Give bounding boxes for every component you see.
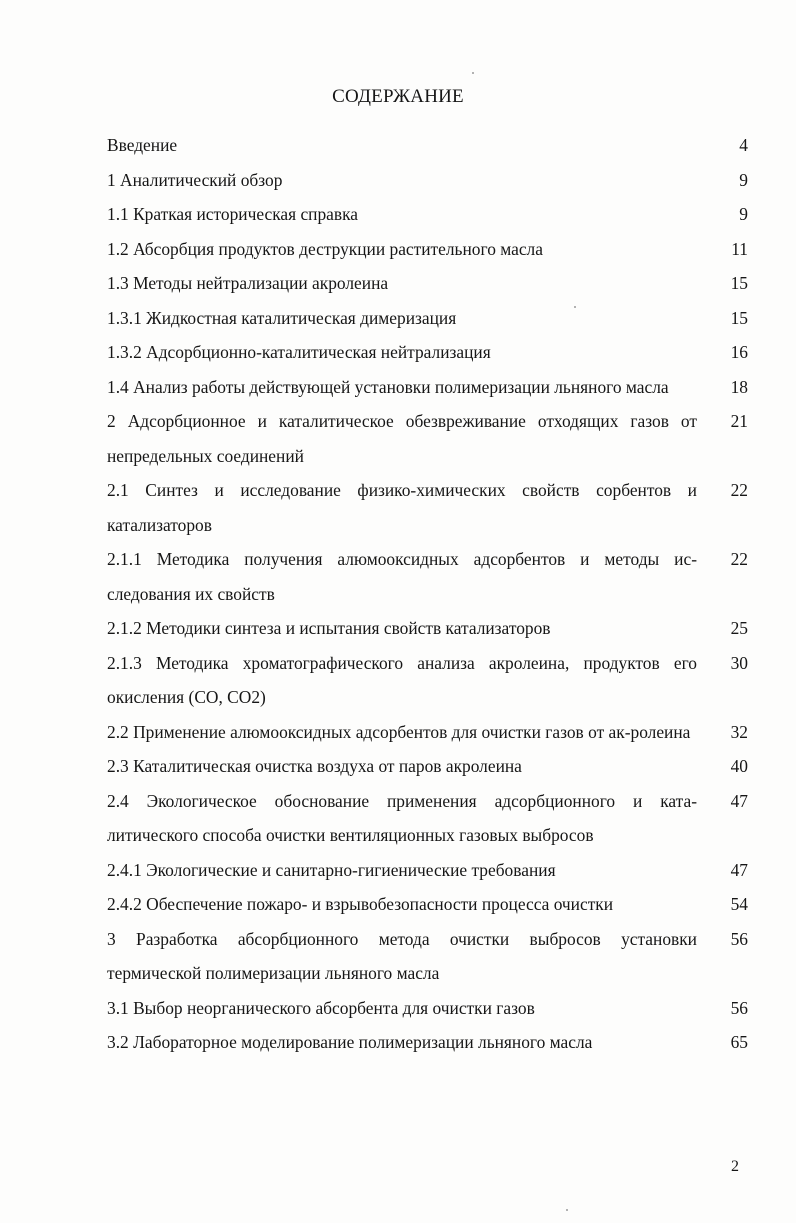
- toc-entry-page: 56: [730, 997, 748, 1018]
- toc-entry-page: 65: [730, 1032, 748, 1052]
- toc-entry: [107, 301, 748, 336]
- scan-speck: [472, 72, 474, 74]
- toc-entry-text: 2.4 Экологическое обоснование применения адсорбционного и ката-литического способа очистки вентиляционных газовых выбросов: [107, 790, 697, 845]
- toc-entry-page: 40: [730, 756, 748, 776]
- toc-entry: [107, 370, 748, 405]
- toc-entry-text: 1.3.1 Жидкостная каталитическая димеризация: [107, 307, 457, 328]
- toc-entry: [107, 335, 748, 370]
- toc-entry-page: 4: [739, 135, 748, 155]
- toc-entry: [107, 542, 748, 611]
- toc-entry-text: 2.3 Каталитическая очистка воздуха от паров акролеина: [107, 756, 522, 776]
- toc-entry-text: 2.1 Синтез и исследование физико-химических свойств сорбентов и катализаторов: [107, 480, 697, 535]
- toc-entry-page: 9: [739, 169, 748, 190]
- toc-entry-page: 25: [730, 618, 748, 638]
- toc-entry: [107, 715, 748, 750]
- toc-entry: [107, 163, 748, 198]
- toc-entry-text: 3 Разработка абсорбционного метода очистки выбросов установки термической полимеризации льняного масла: [107, 928, 697, 983]
- toc-entry-page: 18: [730, 376, 748, 397]
- toc-entry-page: 56: [730, 928, 748, 949]
- toc-entry: [107, 128, 748, 163]
- toc-entry-page: 22: [730, 480, 748, 500]
- toc-entry: [107, 1025, 748, 1060]
- toc-entry-text: Введение: [107, 135, 178, 155]
- toc-entry: [107, 646, 748, 715]
- toc-entry: [107, 749, 748, 784]
- toc-entry-page: 47: [730, 790, 748, 811]
- toc-entry-page: 54: [730, 894, 748, 914]
- toc-entry: [107, 473, 748, 542]
- toc-entry-page: 32: [730, 721, 748, 742]
- toc-entry-text: 2 Адсорбционное и каталитическое обезвреживание отходящих газов от непредельных соединений: [107, 411, 697, 466]
- toc-entry: [107, 404, 748, 473]
- toc-entry-page: 47: [730, 859, 748, 880]
- toc-entry: [107, 784, 748, 853]
- toc-entry: [107, 232, 748, 267]
- toc-entry-text: 1.1 Краткая историческая справка: [107, 204, 359, 224]
- toc-entry: [107, 611, 748, 646]
- scan-speck: [574, 306, 576, 308]
- page-number: 2: [731, 1158, 739, 1175]
- toc-entry-text: 2.4.1 Экологические и санитарно-гигиенические требования: [107, 859, 556, 880]
- toc-entry-text: 1.3 Методы нейтрализации акролеина: [107, 273, 389, 293]
- toc-entry: [107, 266, 748, 301]
- toc-entry-page: 30: [730, 652, 748, 673]
- toc-entry-page: 22: [730, 549, 748, 569]
- table-of-contents: [107, 128, 748, 1060]
- toc-entry-text: 3.1 Выбор неорганического абсорбента для очистки газов: [107, 997, 535, 1018]
- toc-entry-page: 15: [730, 273, 748, 293]
- toc-entry-text: 1 Аналитический обзор: [107, 169, 283, 190]
- toc-entry-page: 9: [739, 204, 748, 224]
- toc-entry-page: 16: [730, 342, 748, 362]
- toc-entry-text: 2.1.2 Методики синтеза и испытания свойств катализаторов: [107, 618, 551, 638]
- page-title: СОДЕРЖАНИЕ: [332, 86, 464, 107]
- scan-speck: [566, 1209, 568, 1211]
- toc-entry-text: 1.2 Абсорбция продуктов деструкции растительного масла: [107, 238, 543, 259]
- toc-entry-page: 11: [731, 238, 748, 259]
- toc-entry-text: 2.1.3 Методика хроматографического анализа акролеина, продуктов его окисления (СО, СО2): [107, 652, 697, 707]
- toc-entry: [107, 922, 748, 991]
- toc-entry-text: 3.2 Лабораторное моделирование полимеризации льняного масла: [107, 1032, 593, 1052]
- toc-entry: [107, 853, 748, 888]
- toc-entry-text: 2.4.2 Обеспечение пожаро- и взрывобезопасности процесса очистки: [107, 894, 614, 914]
- toc-entry-text: 1.3.2 Адсорбционно-каталитическая нейтрализация: [107, 342, 491, 362]
- toc-entry-text: 2.1.1 Методика получения алюмооксидных адсорбентов и методы ис-следования их свойств: [107, 549, 697, 604]
- toc-entry-page: 15: [730, 307, 748, 328]
- toc-entry-page: 21: [730, 411, 748, 431]
- toc-entry-text: 2.2 Применение алюмооксидных адсорбентов для очистки газов от ак-ролеина: [107, 721, 691, 742]
- toc-entry: [107, 887, 748, 922]
- toc-entry: [107, 991, 748, 1026]
- toc-entry-text: 1.4 Анализ работы действующей установки полимеризации льняного масла: [107, 376, 669, 397]
- toc-entry: [107, 197, 748, 232]
